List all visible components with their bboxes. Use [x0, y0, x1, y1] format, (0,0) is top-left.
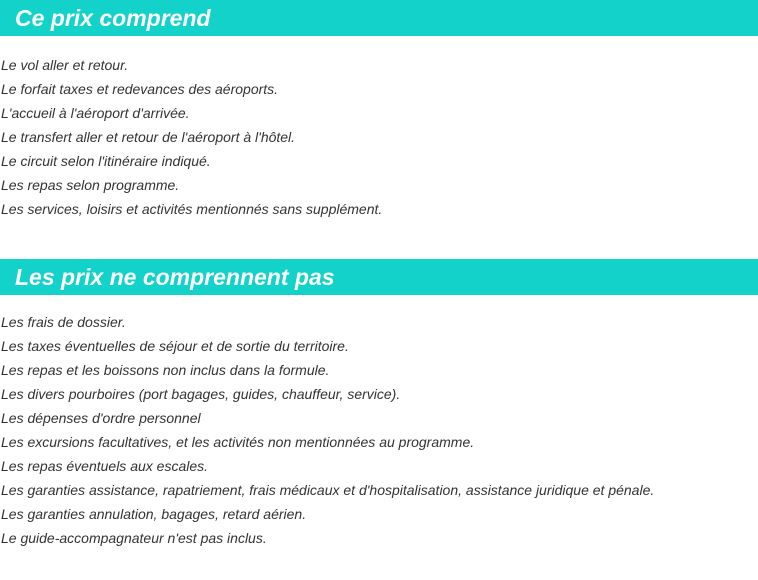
- price-includes-list: [0, 53, 758, 221]
- price-excludes-list: [0, 310, 758, 550]
- list-item: Les garanties assistance, rapatriement, frais médicaux et d'hospitalisation, assistance juridique et pénale.: [1, 482, 655, 498]
- list-item: Le transfert aller et retour de l'aéroport à l'hôtel.: [1, 129, 296, 145]
- price-excludes-heading: Les prix ne comprennent pas: [0, 259, 758, 295]
- list-item: Le guide-accompagnateur n'est pas inclus.: [1, 530, 267, 546]
- list-item: Les taxes éventuelles de séjour et de sortie du territoire.: [1, 338, 349, 354]
- list-item: Les excursions facultatives, et les activités non mentionnées au programme.: [1, 434, 475, 450]
- list-item: Les frais de dossier.: [1, 314, 126, 330]
- price-includes-heading: Ce prix comprend: [0, 0, 758, 36]
- list-item: Les garanties annulation, bagages, retard aérien.: [1, 506, 307, 522]
- list-item: Les dépenses d'ordre personnel: [1, 410, 201, 426]
- list-item: Les divers pourboires (port bagages, guides, chauffeur, service).: [1, 386, 401, 402]
- list-item: L'accueil à l'aéroport d'arrivée.: [1, 105, 190, 121]
- list-item: Les repas et les boissons non inclus dans la formule.: [1, 362, 330, 378]
- list-item: Le vol aller et retour.: [1, 57, 129, 73]
- list-item: Le circuit selon l'itinéraire indiqué.: [1, 153, 211, 169]
- price-includes-section: [0, 0, 758, 221]
- list-item: Les services, loisirs et activités mentionnés sans supplément.: [1, 201, 383, 217]
- list-item: Le forfait taxes et redevances des aéroports.: [1, 81, 279, 97]
- list-item: Les repas selon programme.: [1, 177, 180, 193]
- price-excludes-section: [0, 259, 758, 550]
- list-item: Les repas éventuels aux escales.: [1, 458, 209, 474]
